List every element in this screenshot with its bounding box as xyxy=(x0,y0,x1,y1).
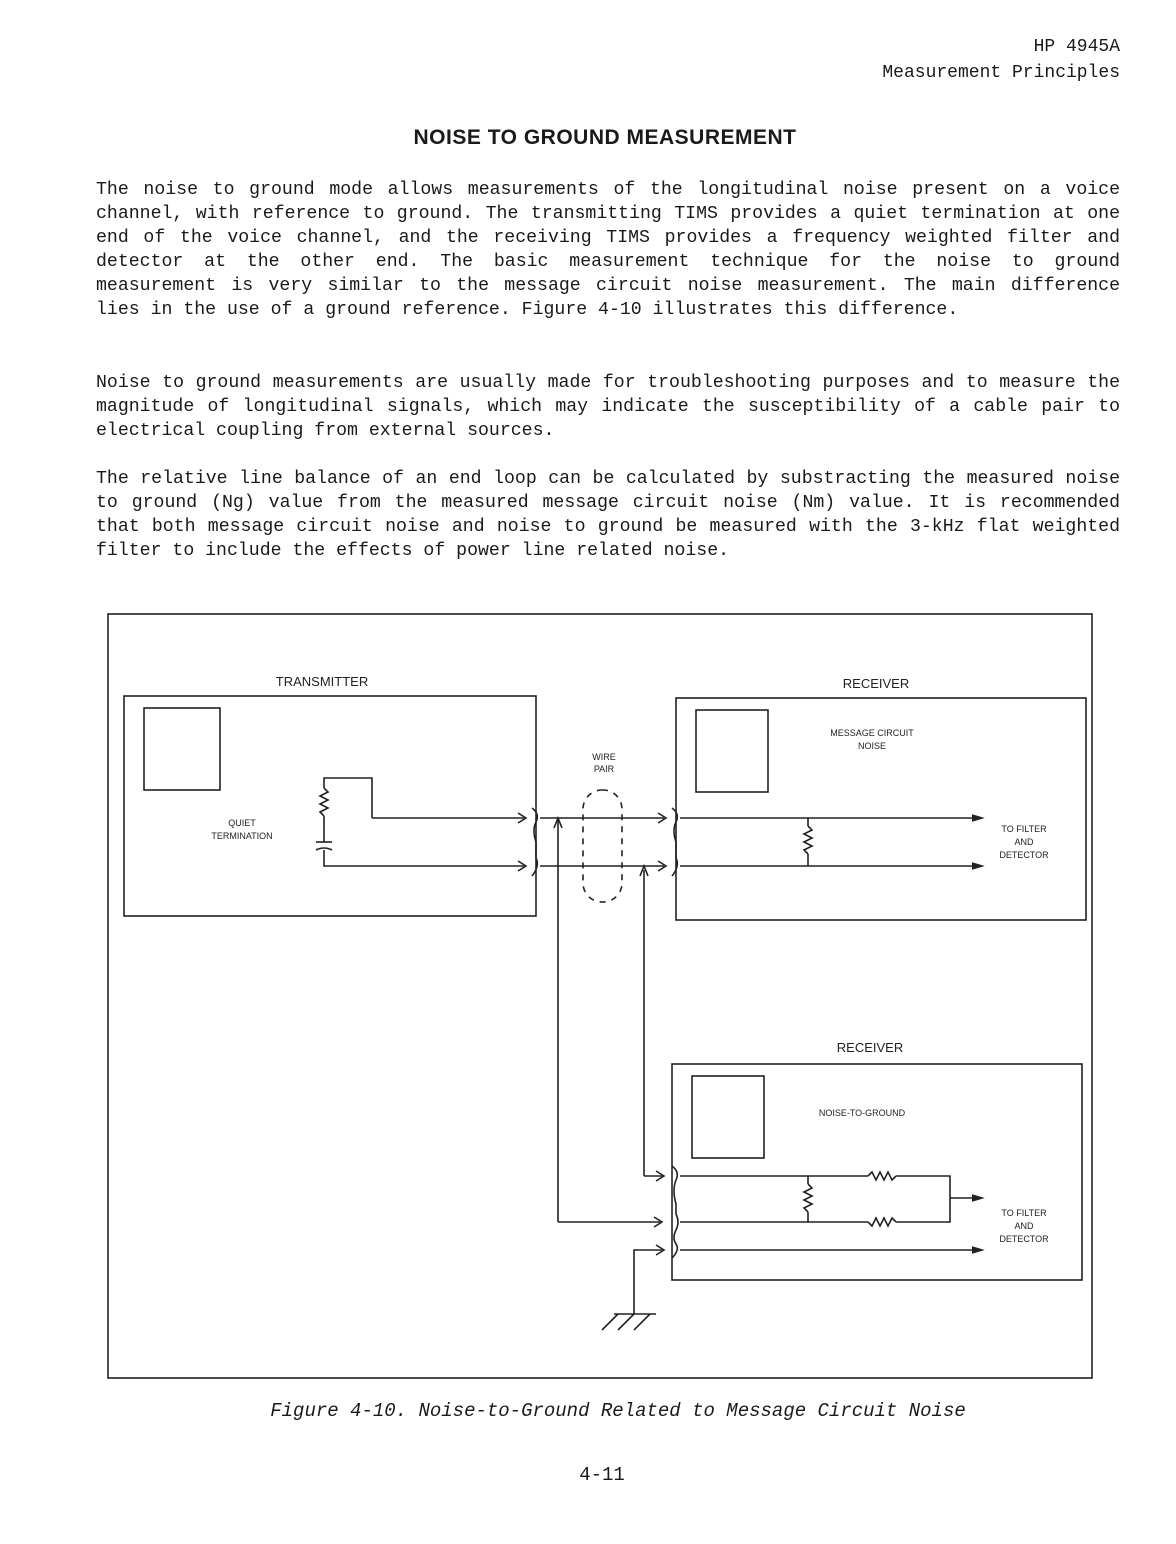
paragraph-3: The relative line balance of an end loop can be calculated by substracting the measured noise to ground (Ng) value from the measured message circuit noise (Nm) value. It is recommended that both message circuit noise and noise to ground be measured with the 3-kHz flat weighted filter to include the effects of power line related noise. xyxy=(96,469,1120,561)
receiver-1-label: RECEIVER xyxy=(842,676,910,691)
receiver-2-shunt-resistor xyxy=(804,1184,812,1212)
message-circuit-noise-label-1: MESSAGE CIRCUIT xyxy=(830,728,914,738)
wire-pair-label-1: WIRE xyxy=(592,752,616,762)
header-section: Measurement Principles xyxy=(882,63,1120,83)
noise-to-ground-label: NOISE-TO-GROUND xyxy=(818,1108,906,1118)
receiver-2-resistor-a xyxy=(868,1172,896,1180)
receiver-2-filter-label-2: AND xyxy=(1014,1221,1034,1231)
receiver-1-filter-label-2: AND xyxy=(1014,837,1034,847)
receiver-2-panel xyxy=(692,1076,764,1158)
figure-frame xyxy=(108,614,1092,1378)
transmitter-label: TRANSMITTER xyxy=(275,674,369,689)
figure-4-10-diagram xyxy=(0,600,1176,1390)
receiver-1-panel xyxy=(696,710,768,792)
paragraph-1: The noise to ground mode allows measurements of the longitudinal noise present on a voice channel, with reference to ground. The transmitting TIMS provides a quiet termination at one end of the voice channel, and the receiving TIMS provides a frequency weighted filter and detector at the other end. The basic measurement technique for the noise to ground measurement is very similar to the message circuit noise measurement. The main difference lies in the use of a ground reference. Figure 4-10 illustrates this difference. xyxy=(96,180,1120,320)
receiver-1-filter-label-3: DETECTOR xyxy=(999,850,1049,860)
receiver-1-resistor xyxy=(804,826,812,854)
receiver-2-filter-label-3: DETECTOR xyxy=(999,1234,1049,1244)
receiver-2-resistor-b xyxy=(868,1218,896,1226)
quiet-termination-label-1: QUIET xyxy=(228,818,256,828)
receiver-2-filter-label-1: TO FILTER xyxy=(1001,1208,1047,1218)
figure-caption: Figure 4-10. Noise-to-Ground Related to Message Circuit Noise xyxy=(270,1400,966,1422)
wire-pair-label-2: PAIR xyxy=(593,764,615,774)
page-header xyxy=(882,34,1120,86)
transmitter-panel xyxy=(144,708,220,790)
paragraph-2: Noise to ground measurements are usually made for troubleshooting purposes and to measure the magnitude of longitudinal signals, which may indicate the susceptibility of a cable pair to electrical coupling from external sources. xyxy=(96,373,1120,441)
receiver-1-filter-label-1: TO FILTER xyxy=(1001,824,1047,834)
quiet-termination-label-2: TERMINATION xyxy=(211,831,273,841)
termination-resistor xyxy=(320,788,328,816)
receiver-2-box xyxy=(672,1064,1082,1280)
header-model: HP 4945A xyxy=(1033,37,1120,57)
page-title: NOISE TO GROUND MEASUREMENT xyxy=(413,126,797,149)
page-number: 4-11 xyxy=(579,1464,625,1486)
message-circuit-noise-label-2: NOISE xyxy=(857,741,887,751)
wire-pair-shield xyxy=(583,790,622,902)
receiver-2-label: RECEIVER xyxy=(836,1040,904,1055)
transmitter-box xyxy=(124,696,536,916)
